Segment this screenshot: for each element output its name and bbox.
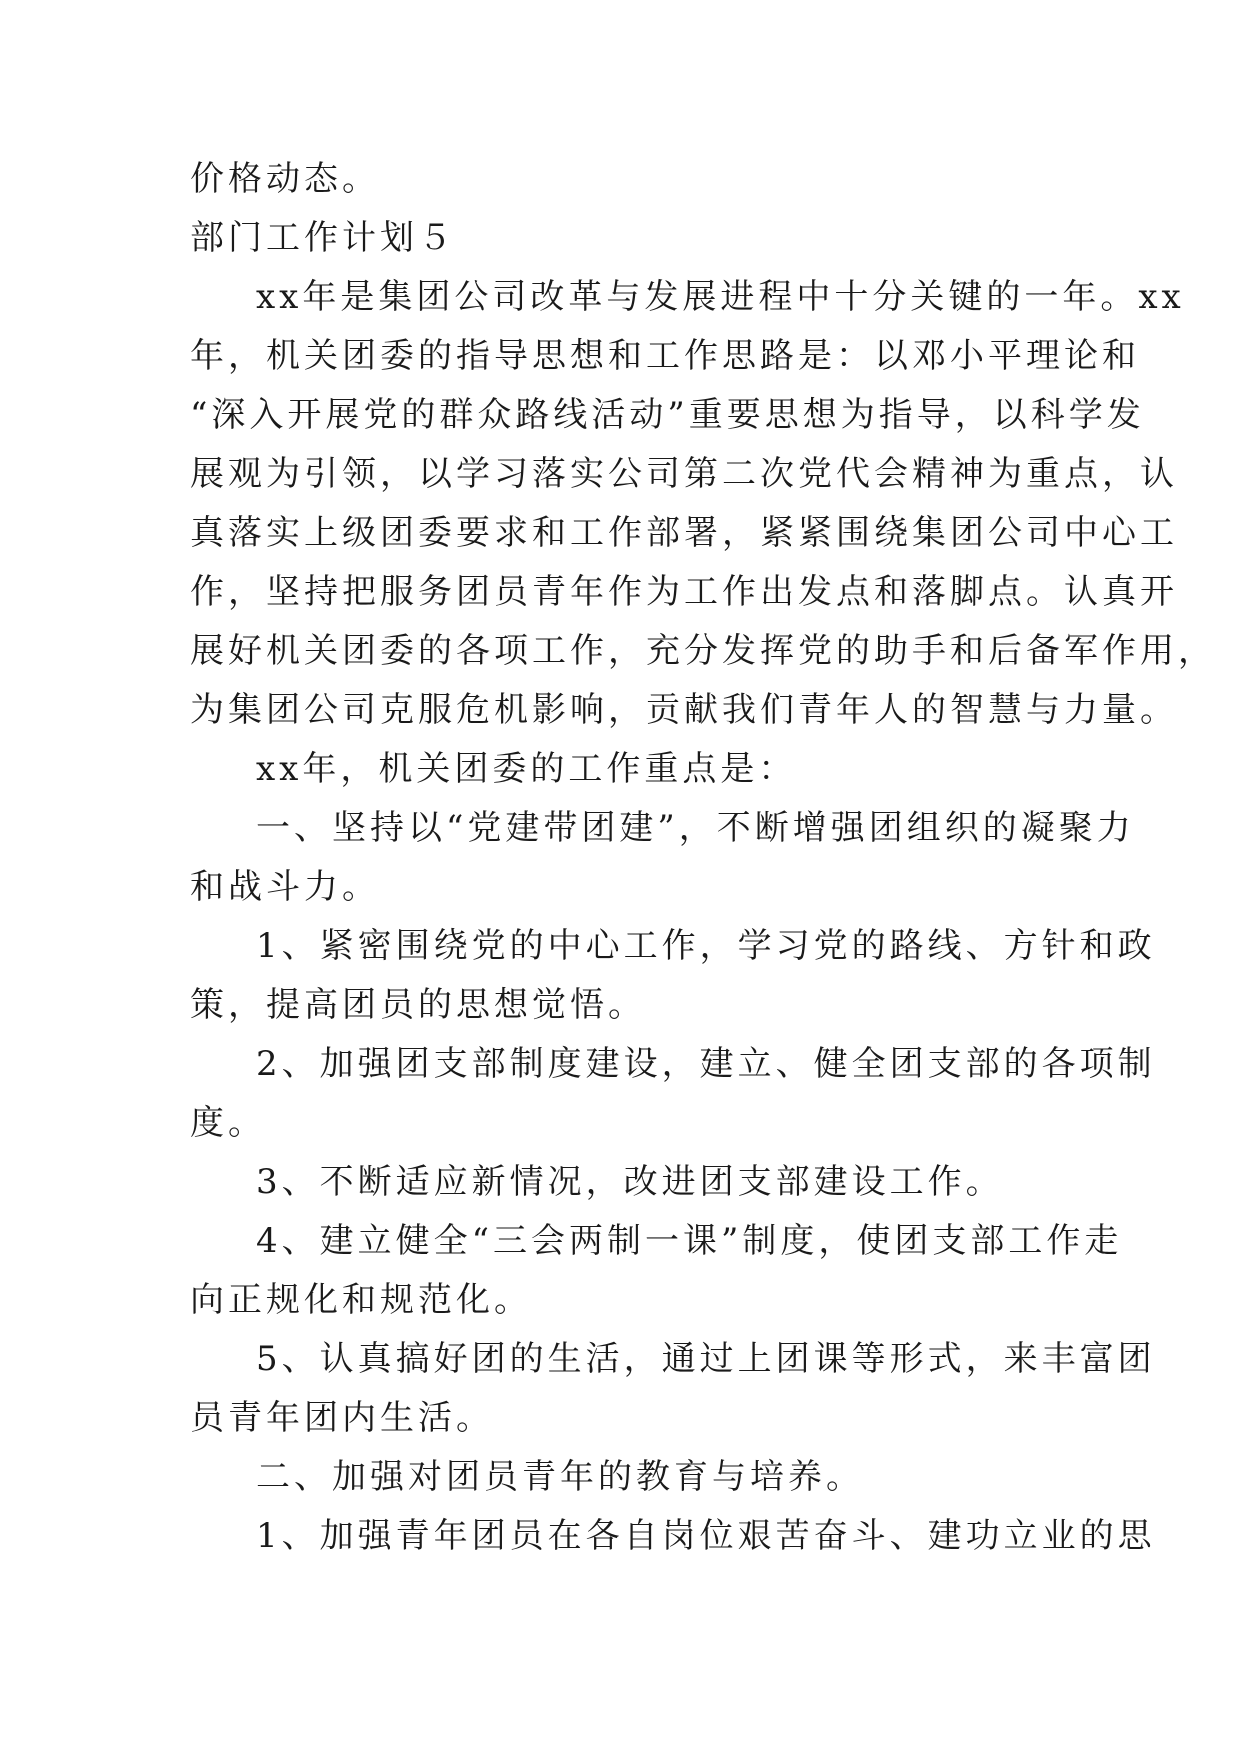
text-line: 2、加强团支部制度建设，建立、健全团支部的各项制 (256, 1044, 1156, 1084)
text-line: 1、紧密围绕党的中心工作，学习党的路线、方针和政 (256, 926, 1156, 966)
text-line: 展观为引领，以学习落实公司第二次党代会精神为重点，认 (190, 454, 1178, 494)
text-line: 二、加强对团员青年的教育与培养。 (256, 1457, 864, 1497)
text-line: 真落实上级团委要求和工作部署，紧紧围绕集团公司中心工 (190, 513, 1178, 553)
section-heading: 部门工作计划５ (190, 218, 456, 258)
text-line: 展好机关团委的各项工作，充分发挥党的助手和后备军作用， (190, 631, 1216, 671)
document-page (190, 150, 1216, 1566)
text-line: xx年，机关团委的工作重点是： (256, 749, 797, 789)
text-line: 1、加强青年团员在各自岗位艰苦奋斗、建功立业的思 (256, 1516, 1156, 1556)
text-line: “深入开展党的群众路线活动”重要思想为指导，以科学发 (190, 395, 1145, 435)
text-line: 年，机关团委的指导思想和工作思路是：以邓小平理论和 (190, 336, 1140, 376)
text-line: 和战斗力。 (190, 867, 380, 907)
text-line: 员青年团内生活。 (190, 1398, 494, 1438)
text-line: 价格动态。 (190, 159, 380, 199)
text-line: 一、坚持以“党建带团建”，不断增强团组织的凝聚力 (256, 808, 1135, 848)
text-line: 为集团公司克服危机影响，贡献我们青年人的智慧与力量。 (190, 690, 1178, 730)
text-line: 4、建立健全“三会两制一课”制度，使团支部工作走 (256, 1221, 1123, 1261)
text-line: 策，提高团员的思想觉悟。 (190, 985, 646, 1025)
text-line: 作，坚持把服务团员青年作为工作出发点和落脚点。认真开 (190, 572, 1178, 612)
text-line: 向正规化和规范化。 (190, 1280, 532, 1320)
text-line: 5、认真搞好团的生活，通过上团课等形式，来丰富团 (256, 1339, 1156, 1379)
text-line: 度。 (190, 1103, 266, 1143)
text-line: xx年是集团公司改革与发展进程中十分关键的一年。xx (256, 277, 1185, 317)
text-line: 3、不断适应新情况，改进团支部建设工作。 (256, 1162, 1004, 1202)
